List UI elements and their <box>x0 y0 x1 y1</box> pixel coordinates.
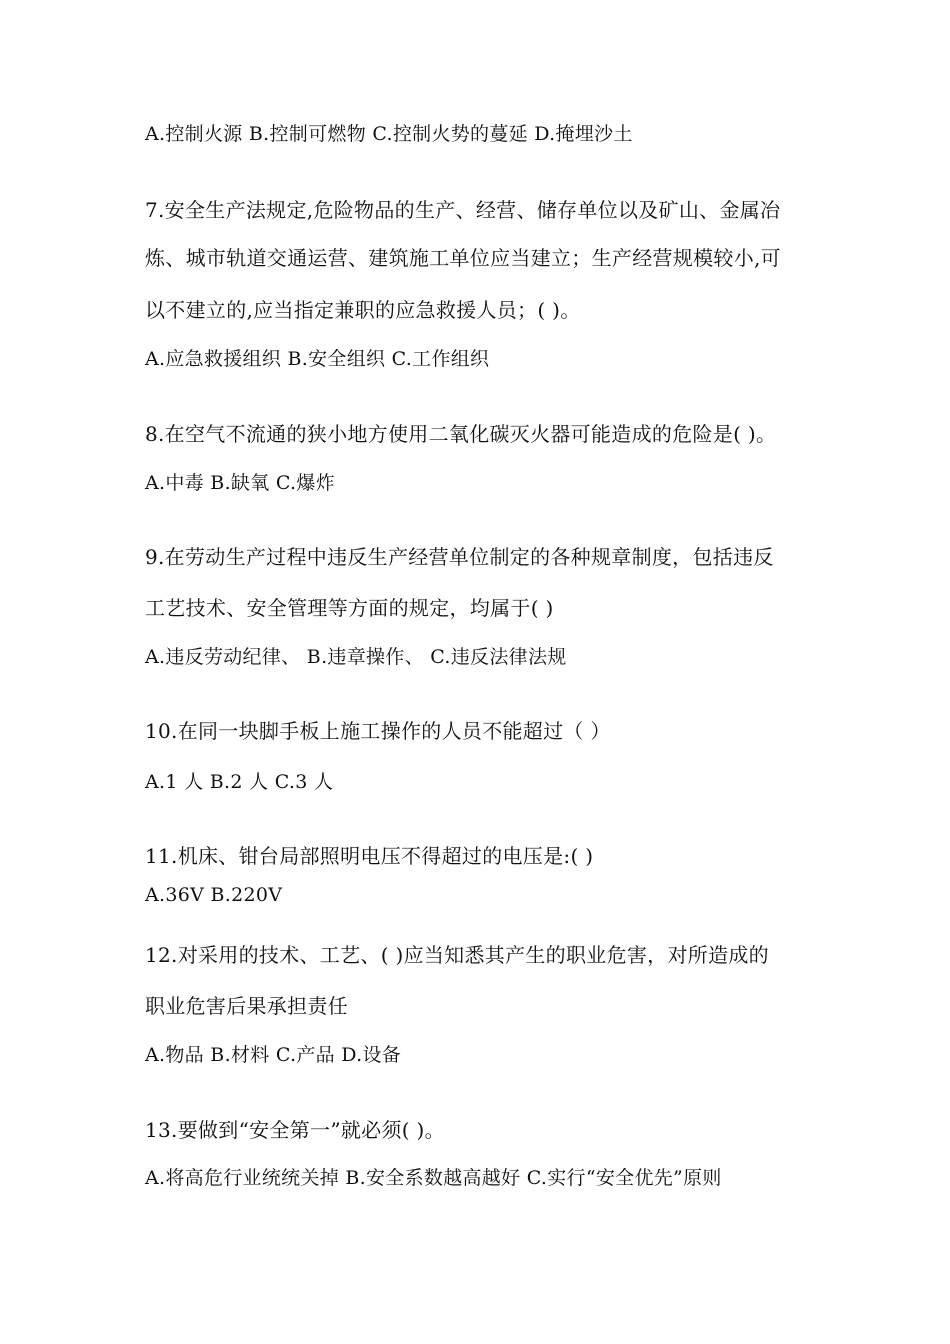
question-11: 11.机床、钳台局部照明电压不得超过的电压是:( ) <box>145 844 594 868</box>
answer-options-q11: A.36V B.220V <box>145 884 283 906</box>
question-13: 13.要做到“安全第一”就必须( )。 <box>145 1118 445 1142</box>
question-7-line-3: 以不建立的,应当指定兼职的应急救援人员；( )。 <box>145 298 581 322</box>
answer-options-q13: A.将高危行业统统关掉 B.安全系数越高越好 C.实行“安全优先”原则 <box>145 1167 722 1189</box>
answer-options-q7: A.应急救援组织 B.安全组织 C.工作组织 <box>145 348 490 370</box>
question-7-line-2: 炼、城市轨道交通运营、建筑施工单位应当建立；生产经营规模较小,可 <box>145 246 781 270</box>
question-12-line-2: 职业危害后果承担责任 <box>145 994 348 1018</box>
question-8: 8.在空气不流通的狭小地方使用二氧化碳灭火器可能造成的危险是( )。 <box>145 422 777 446</box>
question-9-line-2: 工艺技术、安全管理等方面的规定，均属于( ) <box>145 596 554 620</box>
question-9-line-1: 9.在劳动生产过程中违反生产经营单位制定的各种规章制度，包括违反 <box>145 545 774 569</box>
question-12-line-1: 12.对采用的技术、工艺、( )应当知悉其产生的职业危害，对所造成的 <box>145 943 769 967</box>
question-7-line-1: 7.安全生产法规定,危险物品的生产、经营、储存单位以及矿山、金属冶 <box>145 198 781 222</box>
answer-options-q6: A.控制火源 B.控制可燃物 C.控制火势的蔓延 D.掩埋沙土 <box>145 123 633 145</box>
answer-options-q10: A.1 人 B.2 人 C.3 人 <box>145 771 334 793</box>
answer-options-q9: A.违反劳动纪律、 B.违章操作、 C.违反法律法规 <box>145 646 567 668</box>
question-10: 10.在同一块脚手板上施工操作的人员不能超过（ ） <box>145 719 611 743</box>
answer-options-q12: A.物品 B.材料 C.产品 D.设备 <box>145 1044 402 1066</box>
answer-options-q8: A.中毒 B.缺氧 C.爆炸 <box>145 472 335 494</box>
